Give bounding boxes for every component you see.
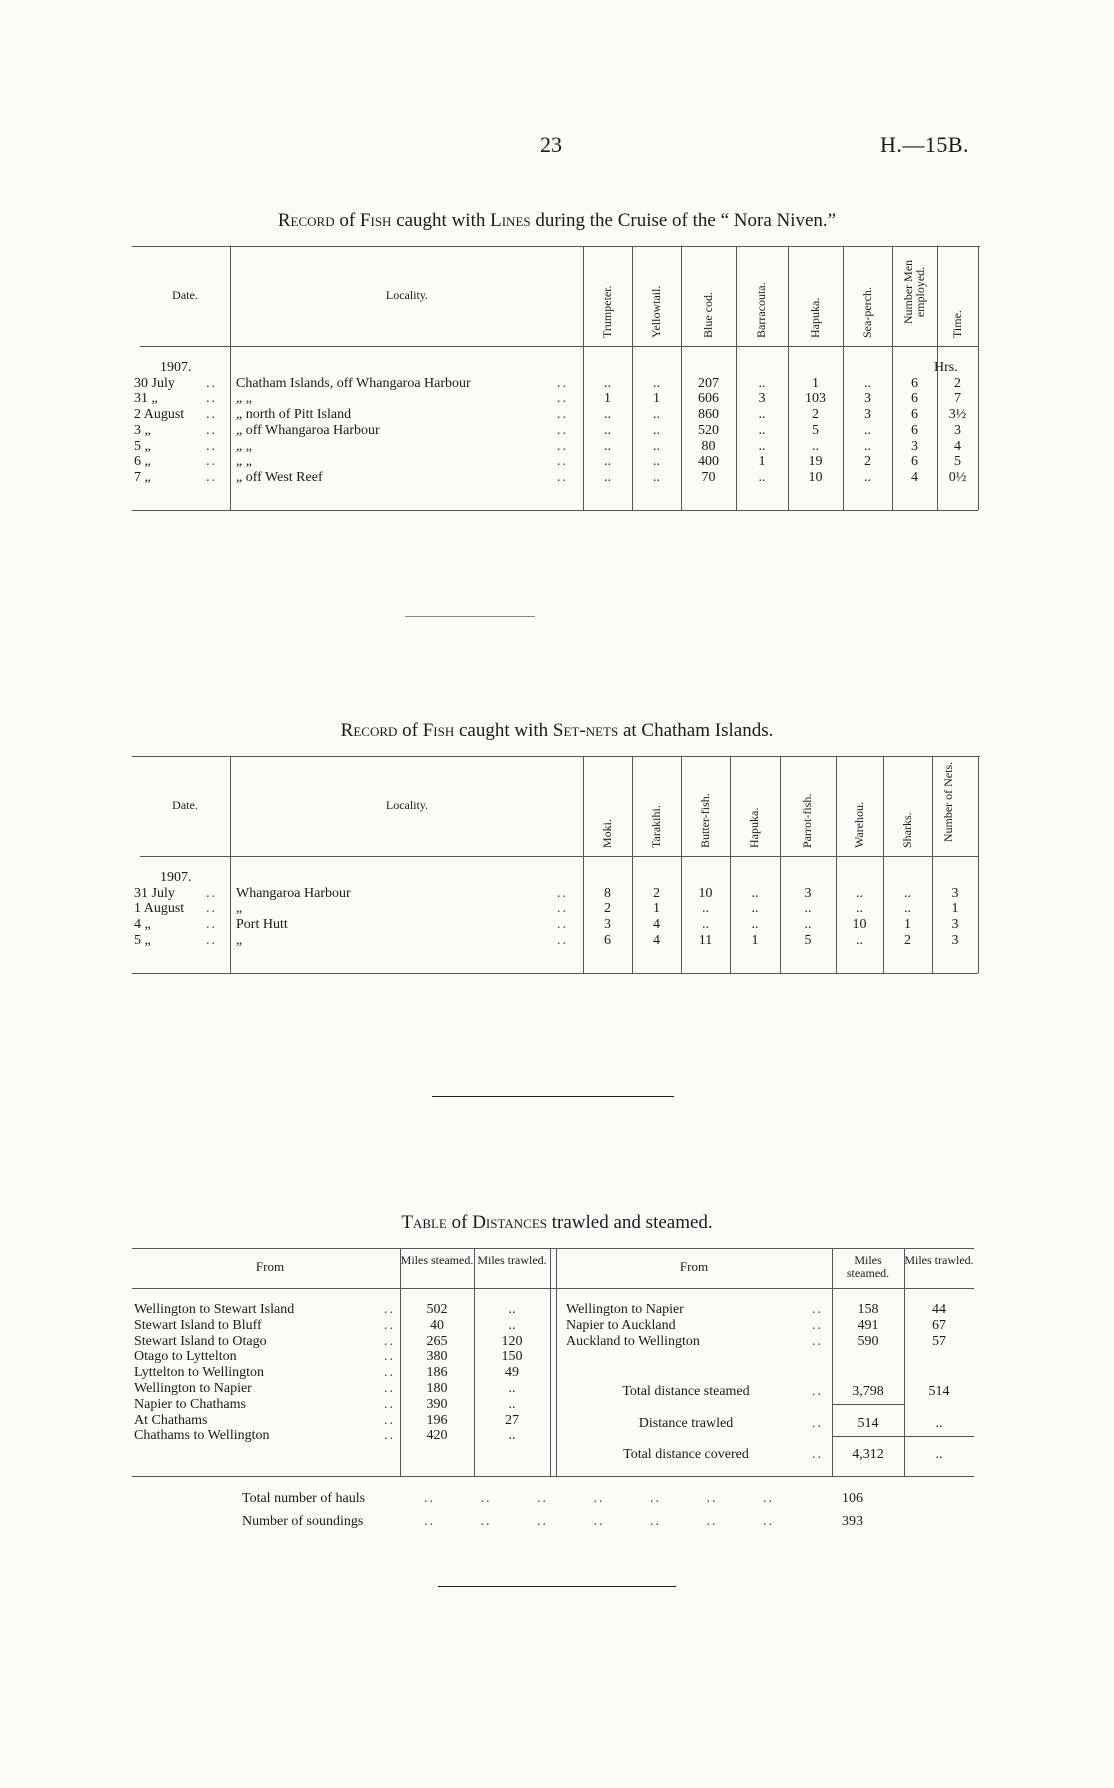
- leader-dots: ..: [812, 1384, 823, 1399]
- table-cell: 3: [951, 932, 959, 948]
- row-date: 2 August: [134, 407, 185, 423]
- table-cell: 1: [751, 932, 759, 948]
- leader-dots: ..: [557, 885, 568, 901]
- table-cell: 520: [698, 422, 719, 438]
- column-rule: [550, 1248, 551, 1476]
- header-from-left: From: [255, 1259, 285, 1274]
- table-cell: ..: [653, 454, 660, 470]
- column-rule: [230, 246, 231, 510]
- lines-table-title: [0, 210, 1114, 232]
- row-locality: „: [236, 901, 243, 917]
- table-cell: ..: [653, 375, 660, 391]
- divider: [438, 1586, 676, 1587]
- header-from-right: From: [679, 1259, 709, 1274]
- total-trawled: ..: [935, 1447, 943, 1462]
- title-part: of: [397, 720, 423, 741]
- leader-dots: ..: [206, 407, 217, 423]
- title-part: Distances: [472, 1212, 548, 1233]
- header-col: Butter-fish.: [697, 793, 712, 848]
- summary-label: Number of soundings: [242, 1514, 364, 1529]
- table-cell: 2: [604, 901, 611, 917]
- table-cell: 8: [604, 885, 611, 901]
- leader-dots: ..: [206, 917, 217, 933]
- title-part: at Chatham Islands.: [618, 720, 774, 741]
- steamed-value: 265: [426, 1333, 448, 1349]
- row-date: 31 July: [134, 885, 175, 901]
- year-label: 1907.: [160, 360, 192, 375]
- header-col: Number Men employed.: [900, 259, 927, 325]
- table-cell: 3: [864, 407, 871, 423]
- table-cell: 10: [808, 469, 823, 485]
- leader-dots: ..: [384, 1381, 395, 1396]
- table-cell: 2: [653, 885, 660, 901]
- table-cell: 1: [653, 391, 660, 407]
- steamed-value: 196: [426, 1412, 448, 1428]
- total-rule: [832, 1436, 974, 1437]
- table-cell: ..: [758, 422, 766, 438]
- table-rule: [132, 973, 978, 974]
- leader-dots: ..: [384, 1396, 395, 1412]
- route-label: Wellington to Stewart Island: [134, 1302, 295, 1317]
- table-cell: ..: [758, 438, 766, 454]
- header-col: Hapuka.: [747, 807, 761, 848]
- leader-dots: ..: [557, 901, 568, 917]
- leader-dots: ..: [812, 1416, 823, 1431]
- table-cell: ..: [864, 375, 871, 391]
- trawled-value: 150: [501, 1349, 523, 1365]
- trawled-value: 44: [932, 1302, 946, 1317]
- leader-dots: .. .. .. .. .. .. ..: [424, 1514, 774, 1529]
- table-cell: 3: [604, 917, 611, 933]
- table-cell: ..: [758, 407, 766, 423]
- table-cell: ..: [604, 438, 611, 454]
- row-date: 3 „: [134, 422, 151, 438]
- column-rule: [978, 756, 979, 973]
- table-rule: [132, 1476, 974, 1477]
- leader-dots: ..: [812, 1302, 823, 1317]
- route-label: Stewart Island to Bluff: [134, 1317, 262, 1333]
- header-col: Tarakihi.: [648, 805, 663, 848]
- leader-dots: ..: [557, 917, 568, 933]
- table-cell: ..: [856, 932, 863, 948]
- leader-dots: ..: [812, 1447, 823, 1462]
- row-locality: „ „: [236, 438, 252, 454]
- table-cell: ..: [653, 438, 660, 454]
- header-col: Sharks.: [899, 812, 914, 848]
- table-cell: 6: [604, 932, 611, 948]
- title-part: Table: [401, 1212, 447, 1233]
- header-date: Date.: [172, 798, 198, 812]
- total-rule: [832, 1404, 904, 1405]
- table-rule: [132, 756, 980, 757]
- row-date: 31 „: [134, 391, 158, 407]
- title-part: of: [446, 1212, 473, 1233]
- leader-dots: ..: [384, 1333, 395, 1349]
- table-rule: [140, 346, 978, 347]
- column-rule: [230, 756, 231, 973]
- route-label: Lyttelton to Wellington: [134, 1365, 265, 1381]
- table-cell: 3: [954, 422, 961, 438]
- table-cell: 4: [954, 438, 961, 454]
- table-cell: 7: [954, 391, 961, 407]
- table-rule: [132, 1288, 974, 1289]
- route-label: Napier to Auckland: [566, 1317, 676, 1333]
- table-cell: 6: [911, 422, 918, 438]
- leader-dots: ..: [557, 932, 568, 948]
- table-cell: ..: [751, 917, 759, 933]
- table-cell: ..: [812, 438, 819, 454]
- route-label: Wellington to Napier: [134, 1381, 252, 1396]
- table-cell: 4: [911, 469, 918, 485]
- row-locality: „ off Whangaroa Harbour: [236, 422, 380, 438]
- title-part: Lines: [490, 210, 531, 231]
- row-locality: Whangaroa Harbour: [236, 885, 351, 901]
- table-cell: ..: [856, 885, 863, 901]
- title-part: caught with: [391, 210, 491, 231]
- steamed-value: 158: [857, 1302, 879, 1317]
- table-cell: ..: [856, 901, 863, 917]
- table-cell: 5: [954, 454, 961, 470]
- trawled-value: 67: [932, 1317, 946, 1333]
- total-trawled: 514: [928, 1384, 950, 1399]
- table-cell: 4: [653, 917, 660, 933]
- table-cell: ..: [653, 422, 660, 438]
- leader-dots: ..: [206, 885, 217, 901]
- table-cell: 0½: [948, 469, 967, 485]
- leader-dots: ..: [557, 375, 568, 391]
- row-date: 4 „: [134, 917, 151, 933]
- table-cell: 19: [808, 454, 823, 470]
- table-cell: ..: [653, 469, 660, 485]
- leader-dots: ..: [557, 391, 568, 407]
- leader-dots: ..: [384, 1365, 395, 1381]
- leader-dots: ..: [206, 469, 217, 485]
- route-label: Otago to Lyttelton: [134, 1349, 237, 1365]
- table-cell: 3: [911, 438, 918, 454]
- leader-dots: ..: [384, 1412, 395, 1428]
- leader-dots: ..: [557, 438, 568, 454]
- leader-dots: ..: [557, 422, 568, 438]
- header-col: Yellowtail.: [648, 285, 663, 338]
- table-rule: [132, 1248, 974, 1249]
- header-col: Hapuka.: [807, 297, 822, 338]
- table-cell: 103: [805, 391, 826, 407]
- leader-dots: ..: [384, 1428, 395, 1444]
- table-cell: 1: [604, 391, 611, 407]
- table-cell: ..: [804, 917, 812, 933]
- trawled-value: 120: [501, 1333, 523, 1349]
- table-cell: 4: [653, 932, 660, 948]
- table-cell: ..: [804, 901, 812, 917]
- trawled-value: 27: [505, 1412, 519, 1428]
- steamed-value: 590: [857, 1333, 879, 1349]
- title-part: Record: [277, 210, 335, 231]
- table-cell: 5: [804, 932, 812, 948]
- summary-value: 106: [842, 1491, 863, 1506]
- header-locality: Locality.: [385, 798, 429, 812]
- title-part: of: [334, 210, 360, 231]
- row-locality: „ north of Pitt Island: [236, 407, 352, 423]
- table-cell: 207: [698, 375, 719, 391]
- leader-dots: ..: [384, 1317, 395, 1333]
- leader-dots: ..: [206, 375, 217, 391]
- table-cell: 3: [864, 391, 871, 407]
- table-cell: 6: [911, 375, 918, 391]
- row-date: 5 „: [134, 438, 151, 454]
- row-locality: „ „: [236, 454, 252, 470]
- year-label: 1907.: [160, 870, 192, 885]
- column-rule: [832, 1248, 833, 1476]
- header-steamed-left: Miles steamed.: [400, 1253, 474, 1267]
- steamed-value: 186: [426, 1365, 448, 1381]
- leader-dots: ..: [557, 407, 568, 423]
- row-locality: Chatham Islands, off Whangaroa Harbour: [236, 375, 471, 391]
- steamed-value: 180: [426, 1381, 448, 1396]
- leader-dots: ..: [557, 469, 568, 485]
- leader-dots: ..: [206, 901, 217, 917]
- steamed-value: 491: [857, 1317, 879, 1333]
- row-locality: „ off West Reef: [236, 469, 323, 485]
- table-cell: ..: [864, 438, 871, 454]
- table-cell: ..: [702, 917, 709, 933]
- total-label: Total distance steamed: [622, 1384, 750, 1399]
- table-cell: ..: [904, 901, 911, 917]
- divider: [405, 616, 535, 617]
- summary-label: Total number of hauls: [242, 1491, 366, 1506]
- steamed-value: 420: [426, 1428, 448, 1444]
- table-rule: [132, 510, 978, 511]
- route-label: Stewart Island to Otago: [134, 1333, 267, 1349]
- trawled-value: 49: [505, 1365, 519, 1381]
- table-cell: 3: [804, 885, 812, 901]
- table-cell: ..: [604, 422, 611, 438]
- header-col: Parrot-fish.: [800, 793, 814, 848]
- table-cell: 1: [758, 454, 766, 470]
- table-cell: 2: [864, 454, 871, 470]
- table-cell: ..: [604, 469, 611, 485]
- table-cell: ..: [864, 469, 871, 485]
- leader-dots: ..: [812, 1333, 823, 1349]
- header-col: Number of Nets.: [941, 761, 955, 843]
- table-cell: ..: [904, 885, 911, 901]
- leader-dots: ..: [206, 438, 217, 454]
- table-cell: 6: [911, 454, 918, 470]
- table-cell: 6: [911, 407, 918, 423]
- column-rule: [978, 246, 979, 510]
- leader-dots: ..: [812, 1317, 823, 1333]
- trawled-value: ..: [508, 1396, 516, 1412]
- route-label: Auckland to Wellington: [566, 1333, 700, 1349]
- steamed-value: 502: [426, 1302, 448, 1317]
- table-cell: 11: [698, 932, 713, 948]
- page-number: 23: [540, 132, 562, 157]
- header-col: Sea-perch.: [859, 287, 874, 338]
- row-locality: Port Hutt: [236, 917, 288, 933]
- leader-dots: ..: [206, 454, 217, 470]
- leader-dots: ..: [384, 1302, 395, 1317]
- trawled-value: ..: [508, 1428, 516, 1444]
- route-label: Wellington to Napier: [566, 1302, 684, 1317]
- table-cell: 606: [698, 391, 719, 407]
- trawled-value: ..: [508, 1381, 516, 1396]
- table-cell: 3: [951, 885, 959, 901]
- title-part: Record: [340, 720, 398, 741]
- table-cell: 80: [701, 438, 716, 454]
- table-rule: [132, 246, 980, 247]
- table-cell: 1: [951, 901, 959, 917]
- title-part: Set-nets: [552, 720, 619, 741]
- time-unit-label: Hrs.: [934, 360, 958, 375]
- trawled-value: ..: [508, 1317, 516, 1333]
- table-cell: 10: [698, 885, 713, 901]
- total-steamed: 514: [857, 1416, 879, 1431]
- table-rule: [140, 856, 978, 857]
- header-col: Blue cod.: [700, 292, 715, 338]
- table-cell: 3: [758, 391, 766, 407]
- table-cell: 860: [698, 407, 719, 423]
- header-col: Barracouta.: [754, 282, 768, 338]
- table-cell: ..: [751, 885, 759, 901]
- table-cell: 3½: [948, 407, 967, 423]
- row-locality: „ „: [236, 391, 252, 407]
- trawled-value: 57: [932, 1333, 946, 1349]
- leader-dots: ..: [206, 391, 217, 407]
- nets-table-title: [0, 720, 1114, 742]
- header-date: Date.: [172, 288, 198, 302]
- document-reference: H.—15B.: [880, 132, 970, 157]
- table-cell: 1: [904, 917, 911, 933]
- table-cell: 10: [852, 917, 867, 933]
- column-rule: [904, 1248, 905, 1476]
- total-label: Distance trawled: [638, 1416, 734, 1431]
- header-col: Moki.: [599, 818, 614, 848]
- table-cell: 2: [954, 375, 961, 391]
- table-cell: ..: [751, 901, 759, 917]
- table-cell: ..: [604, 454, 611, 470]
- route-label: Chathams to Wellington: [134, 1428, 270, 1444]
- total-steamed: 3,798: [852, 1384, 884, 1399]
- header-trawled-left: Miles trawled.: [477, 1253, 547, 1267]
- table-cell: ..: [758, 375, 766, 391]
- table-cell: 400: [698, 454, 719, 470]
- divider: [432, 1096, 674, 1097]
- table-cell: 1: [812, 375, 819, 391]
- table-cell: 6: [911, 391, 918, 407]
- leader-dots: ..: [557, 454, 568, 470]
- total-label: Total distance covered: [623, 1447, 749, 1462]
- steamed-value: 40: [430, 1317, 444, 1333]
- leader-dots: ..: [206, 422, 217, 438]
- row-date: 30 July: [134, 375, 175, 391]
- header-col: Trumpeter.: [599, 285, 614, 338]
- route-label: Napier to Chathams: [134, 1396, 246, 1412]
- total-trawled: ..: [935, 1416, 943, 1431]
- table-cell: 5: [812, 422, 819, 438]
- header-trawled-right: Miles trawled.: [904, 1253, 974, 1267]
- leader-dots: ..: [384, 1349, 395, 1365]
- title-part: Fish: [422, 720, 455, 741]
- table-cell: 3: [951, 917, 959, 933]
- distances-table-title: [0, 1212, 1114, 1234]
- route-label: At Chathams: [134, 1412, 208, 1428]
- steamed-value: 380: [426, 1349, 448, 1365]
- table-cell: ..: [653, 407, 660, 423]
- row-date: 5 „: [134, 932, 151, 948]
- column-rule: [556, 1248, 557, 1476]
- steamed-value: 390: [426, 1396, 448, 1412]
- summary-value: 393: [842, 1514, 863, 1529]
- row-date: 7 „: [134, 469, 151, 485]
- table-cell: 1: [653, 901, 660, 917]
- title-part: caught with: [454, 720, 553, 741]
- trawled-value: ..: [508, 1302, 516, 1317]
- title-part: Fish: [359, 210, 392, 231]
- table-cell: ..: [604, 375, 611, 391]
- row-date: 1 August: [134, 901, 185, 917]
- row-date: 6 „: [134, 454, 151, 470]
- row-locality: „: [236, 932, 243, 948]
- table-cell: ..: [864, 422, 871, 438]
- table-cell: 70: [701, 469, 716, 485]
- table-cell: ..: [758, 469, 766, 485]
- table-cell: 2: [812, 407, 819, 423]
- table-cell: ..: [604, 407, 611, 423]
- header-steamed-right: Miles steamed.: [846, 1253, 890, 1280]
- leader-dots: .. .. .. .. .. .. ..: [424, 1491, 774, 1506]
- header-col: Warehou.: [851, 801, 866, 848]
- title-part: during the Cruise of the “ Nora Niven.”: [530, 210, 837, 231]
- title-part: trawled and steamed.: [547, 1212, 713, 1233]
- leader-dots: ..: [206, 932, 217, 948]
- header-col: Time.: [949, 310, 964, 338]
- table-cell: 2: [904, 932, 911, 948]
- header-locality: Locality.: [385, 288, 429, 302]
- table-cell: ..: [702, 901, 709, 917]
- total-steamed: 4,312: [852, 1447, 884, 1462]
